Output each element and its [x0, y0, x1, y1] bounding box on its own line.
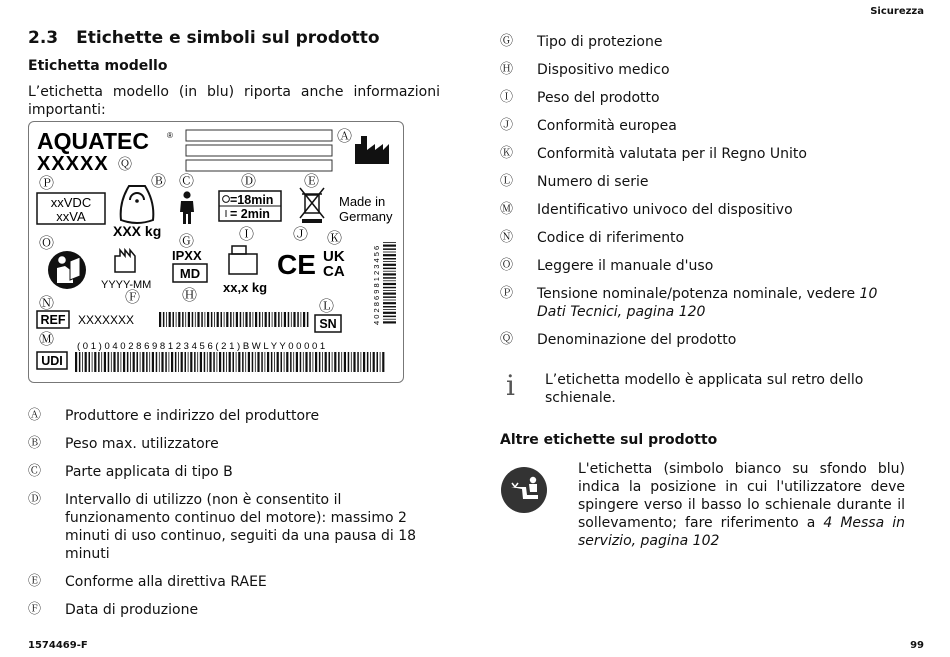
- model-label-subtitle: Etichetta modello: [28, 58, 168, 74]
- ce-mark: CE: [277, 249, 316, 280]
- legend-reference[interactable]: 10 Dati Tecnici, pagina 120: [537, 286, 878, 320]
- legend-item: [500, 229, 905, 247]
- letter-n: Ⓝ: [39, 295, 55, 312]
- other-labels-block: [500, 460, 905, 550]
- address-line-2: [186, 145, 332, 156]
- footer-doc-number: 1574469-F: [28, 640, 88, 651]
- legend-text: Numero di serie: [537, 174, 649, 190]
- other-labels-reference[interactable]: 4 Messa in servizio, pagina 102: [578, 515, 905, 549]
- legend-item: [500, 89, 905, 107]
- letter-g: Ⓖ: [179, 233, 195, 250]
- legend-letter: Ⓜ: [500, 202, 514, 217]
- info-note-text: L’etichetta modello è applicata sul retro dello schienale.: [545, 372, 864, 406]
- legend-text: Tensione nominale/potenza nominale, vedere 10 Dati Tecnici, pagina 120: [537, 286, 878, 320]
- letter-p: Ⓟ: [39, 175, 55, 192]
- registered-mark: ®: [167, 131, 173, 140]
- letter-f: Ⓕ: [125, 289, 141, 306]
- right-legend-list: [500, 33, 905, 349]
- legend-letter: Ⓒ: [28, 464, 42, 479]
- udi-barcode: [75, 352, 384, 372]
- model-label-illustration: [28, 121, 404, 383]
- legend-letter: Ⓐ: [28, 408, 42, 423]
- legend-text: Leggere il manuale d'uso: [537, 258, 714, 274]
- legend-text: Peso del prodotto: [537, 90, 660, 106]
- production-date-icon: [115, 250, 135, 272]
- weee-bin-icon: [300, 188, 324, 223]
- legend-letter: Ⓔ: [28, 574, 42, 589]
- section-title: Etichette e simboli sul prodotto: [76, 28, 380, 48]
- legend-text: Conforme alla direttiva RAEE: [65, 574, 267, 590]
- info-note: [500, 371, 905, 407]
- letter-q: Ⓠ: [118, 156, 132, 172]
- footer-page-number: 99: [910, 640, 924, 651]
- letter-k: Ⓚ: [327, 230, 343, 247]
- letter-h: Ⓗ: [182, 287, 198, 304]
- letter-d: Ⓓ: [241, 173, 257, 190]
- backrest-position-icon: [500, 460, 578, 550]
- legend-letter: Ⓛ: [500, 174, 514, 189]
- letter-e: Ⓔ: [304, 173, 320, 190]
- label-model: XXXXX: [37, 153, 109, 175]
- ukca-top: UK: [323, 248, 345, 265]
- legend-item: [500, 61, 905, 79]
- label-interval-on: =18min: [230, 193, 274, 207]
- legend-letter: Ⓞ: [500, 258, 514, 273]
- model-label-intro: L’etichetta modello (in blu) riporta anche informazioni importanti:: [28, 84, 440, 118]
- other-labels-text-main: L'etichetta (simbolo bianco su sfondo blu) indica la posizione in cui l'utilizzatore deve spingere verso il basso lo schienale durante il sollevamento; fare riferimento a: [578, 461, 905, 531]
- label-product-weight: xx,x kg: [223, 280, 268, 295]
- label-country: Germany: [339, 209, 393, 224]
- label-md: MD: [179, 266, 201, 281]
- weight-scale-icon: [121, 186, 154, 223]
- label-interval-off: = 2min: [230, 207, 270, 221]
- label-ref: REF: [40, 313, 66, 327]
- type-b-icon: [183, 191, 190, 198]
- legend-letter: Ⓝ: [500, 230, 514, 245]
- legend-item: [500, 201, 905, 219]
- legend-letter: Ⓚ: [500, 146, 514, 161]
- legend-item: [500, 33, 905, 51]
- legend-item: [500, 331, 905, 349]
- legend-text: Data di produzione: [65, 602, 199, 618]
- legend-letter: Ⓓ: [28, 492, 42, 507]
- legend-item: [28, 435, 440, 453]
- letter-a: Ⓐ: [337, 128, 353, 145]
- ref-barcode: [159, 312, 308, 327]
- other-labels-subtitle: Altre etichette sul prodotto: [500, 432, 718, 448]
- legend-item: [500, 145, 905, 163]
- legend-letter: Ⓖ: [500, 34, 514, 49]
- address-line-1: [186, 130, 332, 141]
- ukca-bottom: CA: [323, 263, 345, 280]
- legend-text: Dispositivo medico: [537, 62, 670, 78]
- legend-item: [500, 173, 905, 191]
- label-udi-value: ( 0 1 ) 0 4 0 2 8 6 9 8 1 2 3 4 5 6 ( 2 1 ) B W L Y Y 0 0 0 0 1: [77, 341, 326, 352]
- serial-barcode-vertical: [383, 242, 396, 324]
- letter-c: Ⓒ: [179, 173, 195, 190]
- label-voltage: xxVDC: [50, 195, 92, 210]
- legend-item: [28, 573, 440, 591]
- legend-item: [28, 463, 440, 481]
- legend-text: Peso max. utilizzatore: [65, 436, 219, 452]
- running-header: Sicurezza: [870, 6, 924, 17]
- legend-text: Conformità europea: [537, 118, 677, 134]
- left-column: [28, 28, 440, 629]
- label-ipx: IPXX: [172, 248, 202, 263]
- letter-i: Ⓘ: [239, 226, 255, 243]
- label-date: YYYY-MM: [101, 279, 152, 291]
- other-labels-text: [578, 460, 905, 550]
- label-brand: AQUATEC: [37, 128, 150, 154]
- label-made-in: Made in: [339, 194, 386, 209]
- legend-text: Tipo di protezione: [537, 34, 663, 50]
- legend-letter: Ⓑ: [28, 436, 42, 451]
- letter-m: Ⓜ: [39, 331, 55, 348]
- legend-letter: Ⓙ: [500, 118, 514, 133]
- legend-letter: Ⓕ: [28, 602, 42, 617]
- manufacturer-icon: [355, 136, 389, 164]
- legend-item: [28, 407, 440, 425]
- legend-letter: Ⓟ: [500, 286, 514, 301]
- info-icon: ⅰ: [506, 369, 515, 402]
- legend-text: Intervallo di utilizzo (non è consentito il funzionamento continuo del motore): massimo 2 minuti di uso continuo, seguiti da una pausa di 18 minuti: [65, 492, 417, 562]
- legend-item: [500, 285, 905, 321]
- legend-item: [28, 601, 440, 619]
- right-column: [500, 33, 905, 550]
- legend-item: [28, 491, 440, 563]
- legend-text: Produttore e indirizzo del produttore: [65, 408, 320, 424]
- side-serial-number: 4 0 2 8 6 9 8 1 2 3 4 5 6: [372, 245, 381, 325]
- label-sn: SN: [319, 317, 337, 331]
- legend-letter: Ⓘ: [500, 90, 514, 105]
- legend-text: Denominazione del prodotto: [537, 332, 737, 348]
- off-symbol-icon: [223, 196, 230, 203]
- label-udi: UDI: [41, 354, 63, 368]
- legend-letter: Ⓗ: [500, 62, 514, 77]
- letter-l: Ⓛ: [319, 298, 335, 315]
- label-power: xxVA: [56, 209, 86, 224]
- label-ref-value: XXXXXXX: [78, 313, 135, 327]
- section-heading: [28, 28, 440, 48]
- legend-text: Parte applicata di tipo B: [65, 464, 233, 480]
- product-weight-icon: [229, 246, 257, 274]
- legend-text: Codice di riferimento: [537, 230, 685, 246]
- letter-b: Ⓑ: [151, 173, 167, 190]
- section-number: 2.3: [28, 28, 59, 48]
- model-label-drawing: [29, 122, 405, 384]
- address-line-3: [186, 160, 332, 171]
- legend-letter: Ⓠ: [500, 332, 514, 347]
- legend-item: [500, 257, 905, 275]
- letter-o: Ⓞ: [39, 235, 55, 252]
- left-legend-list: [28, 407, 440, 619]
- legend-item: [500, 117, 905, 135]
- label-max-weight: XXX kg: [113, 223, 162, 239]
- legend-text: Identificativo univoco del dispositivo: [537, 202, 793, 218]
- legend-text: Conformità valutata per il Regno Unito: [537, 146, 807, 162]
- letter-j: Ⓙ: [293, 226, 309, 243]
